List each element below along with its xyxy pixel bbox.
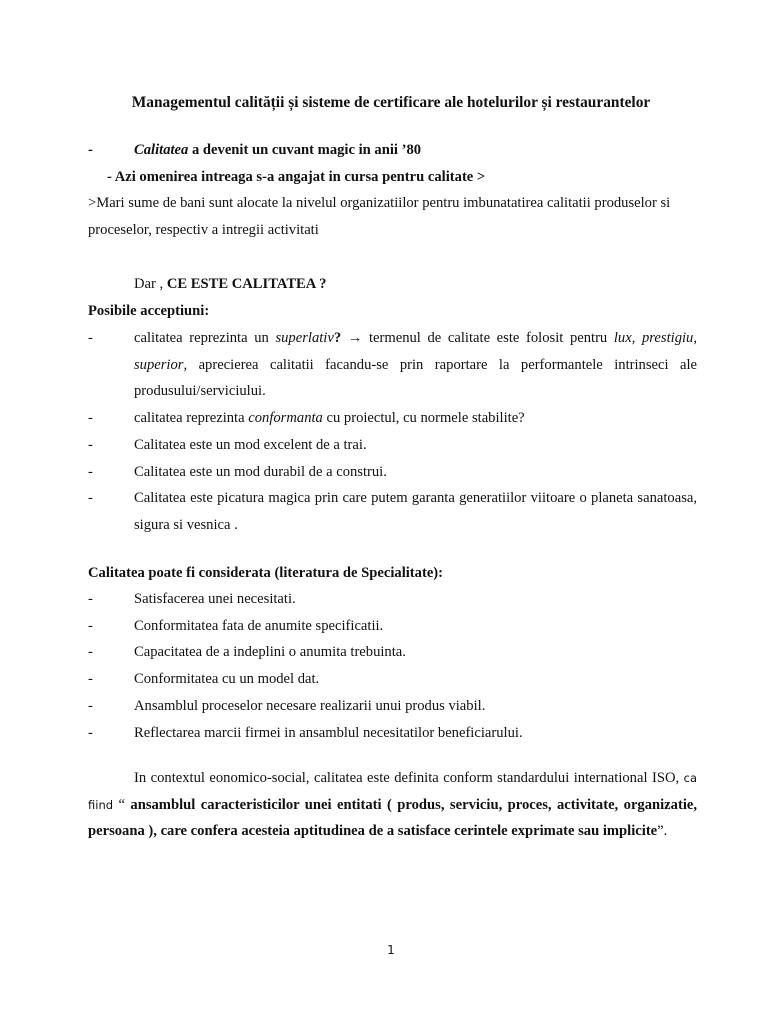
list-item-text: Reflectarea marcii firmei in ansamblul necesitatilor beneficiarului. bbox=[134, 724, 523, 741]
text-run: ca fiind bbox=[88, 771, 697, 812]
intro-italic: Calitatea bbox=[134, 142, 189, 158]
text-run: lux, prestigiu, superior bbox=[134, 330, 697, 373]
intro-rest: a devenit un cuvant magic in anii ’80 bbox=[188, 142, 422, 158]
list-item-text: Satisfacerea unei necesitati. bbox=[134, 591, 296, 607]
intro-line-1 bbox=[88, 137, 697, 164]
list-item bbox=[88, 720, 697, 747]
list-item bbox=[88, 639, 697, 666]
list-item-text: Calitatea este un mod excelent de a trai. bbox=[134, 436, 367, 453]
dash: - bbox=[88, 644, 93, 661]
literature-heading: Calitatea poate fi considerata (literatura de Specialitate): bbox=[88, 565, 444, 581]
text-run: ? bbox=[333, 330, 342, 346]
list-item bbox=[88, 459, 697, 486]
question-bold: CE ESTE CALITATEA ? bbox=[166, 276, 327, 292]
literature-list bbox=[88, 586, 697, 746]
text-run: conformanta bbox=[248, 410, 323, 427]
text-run: superlativ bbox=[275, 330, 334, 346]
dash: - bbox=[88, 142, 93, 158]
document-title: Managementul calității și sisteme de certificare ale hotelurilor și restaurantelor bbox=[131, 94, 651, 111]
list-item-text: Conformitatea fata de anumite specificatii. bbox=[134, 617, 384, 634]
dash: - bbox=[88, 591, 93, 607]
list-item bbox=[88, 693, 697, 720]
text-run: “ bbox=[113, 796, 131, 813]
list-item-text: Ansamblul proceselor necesare realizarii unui produs viabil. bbox=[134, 697, 486, 714]
list-item-text: Capacitatea de a indeplini o anumita trebuinta. bbox=[134, 644, 406, 661]
text-run: calitatea reprezinta un bbox=[134, 330, 276, 346]
list-item bbox=[88, 613, 697, 640]
list-item bbox=[88, 325, 697, 405]
dash: - bbox=[88, 671, 93, 688]
question-prefix: Dar , bbox=[134, 276, 167, 292]
iso-paragraph bbox=[88, 765, 697, 845]
dash: - bbox=[88, 617, 93, 634]
dash: - bbox=[88, 463, 93, 480]
list-item-text: Calitatea este un mod durabil de a construi. bbox=[134, 463, 387, 480]
text-run: → termenul de calitate este folosit pentru bbox=[341, 330, 614, 346]
text-run: , aprecierea calitatii facandu-se prin raportare la performantele intrinseci ale produsului/serviciului. bbox=[134, 356, 697, 400]
acceptions-heading: Posibile acceptiuni: bbox=[88, 303, 210, 319]
dash: - bbox=[88, 330, 93, 346]
text-run: In contextul eonomico-social, calitatea este definita conform standardului international ISO, bbox=[134, 770, 680, 786]
dash: - bbox=[88, 490, 93, 507]
dash: - bbox=[88, 724, 93, 741]
page-number: 1 bbox=[387, 943, 395, 957]
list-item bbox=[88, 666, 697, 693]
text-run: calitatea reprezinta bbox=[134, 410, 249, 427]
text-run: ”. bbox=[657, 823, 668, 840]
intro-paragraph: >Mari sume de bani sunt alocate la nivelul organizatiilor pentru imbunatatirea calitatii produselor si proceselor, respectiv a intregii activitati bbox=[88, 195, 671, 238]
question-line bbox=[134, 271, 697, 298]
acceptions-list bbox=[88, 325, 697, 539]
list-item bbox=[88, 432, 697, 459]
intro-line-2: - Azi omenirea intreaga s-a angajat in cursa pentru calitate > bbox=[107, 169, 486, 185]
list-item-text: Conformitatea cu un model dat. bbox=[134, 671, 320, 688]
list-item bbox=[88, 405, 697, 432]
dash: - bbox=[88, 697, 93, 714]
list-item bbox=[88, 485, 697, 538]
list-item bbox=[88, 586, 697, 613]
dash: - bbox=[88, 436, 93, 453]
text-run: cu proiectul, cu normele stabilite? bbox=[322, 410, 525, 427]
iso-definition: ansamblul caracteristicilor unei entitati ( produs, serviciu, proces, activitate, organizatie, persoana ), care confera acesteia aptitudinea de a satisface cerintele exprimate sau implicite bbox=[88, 796, 697, 840]
dash: - bbox=[88, 410, 93, 427]
list-item-text: Calitatea este picatura magica prin care putem garanta generatiilor viitoare o planeta sanatoasa, sigura si vesnica . bbox=[134, 490, 697, 533]
